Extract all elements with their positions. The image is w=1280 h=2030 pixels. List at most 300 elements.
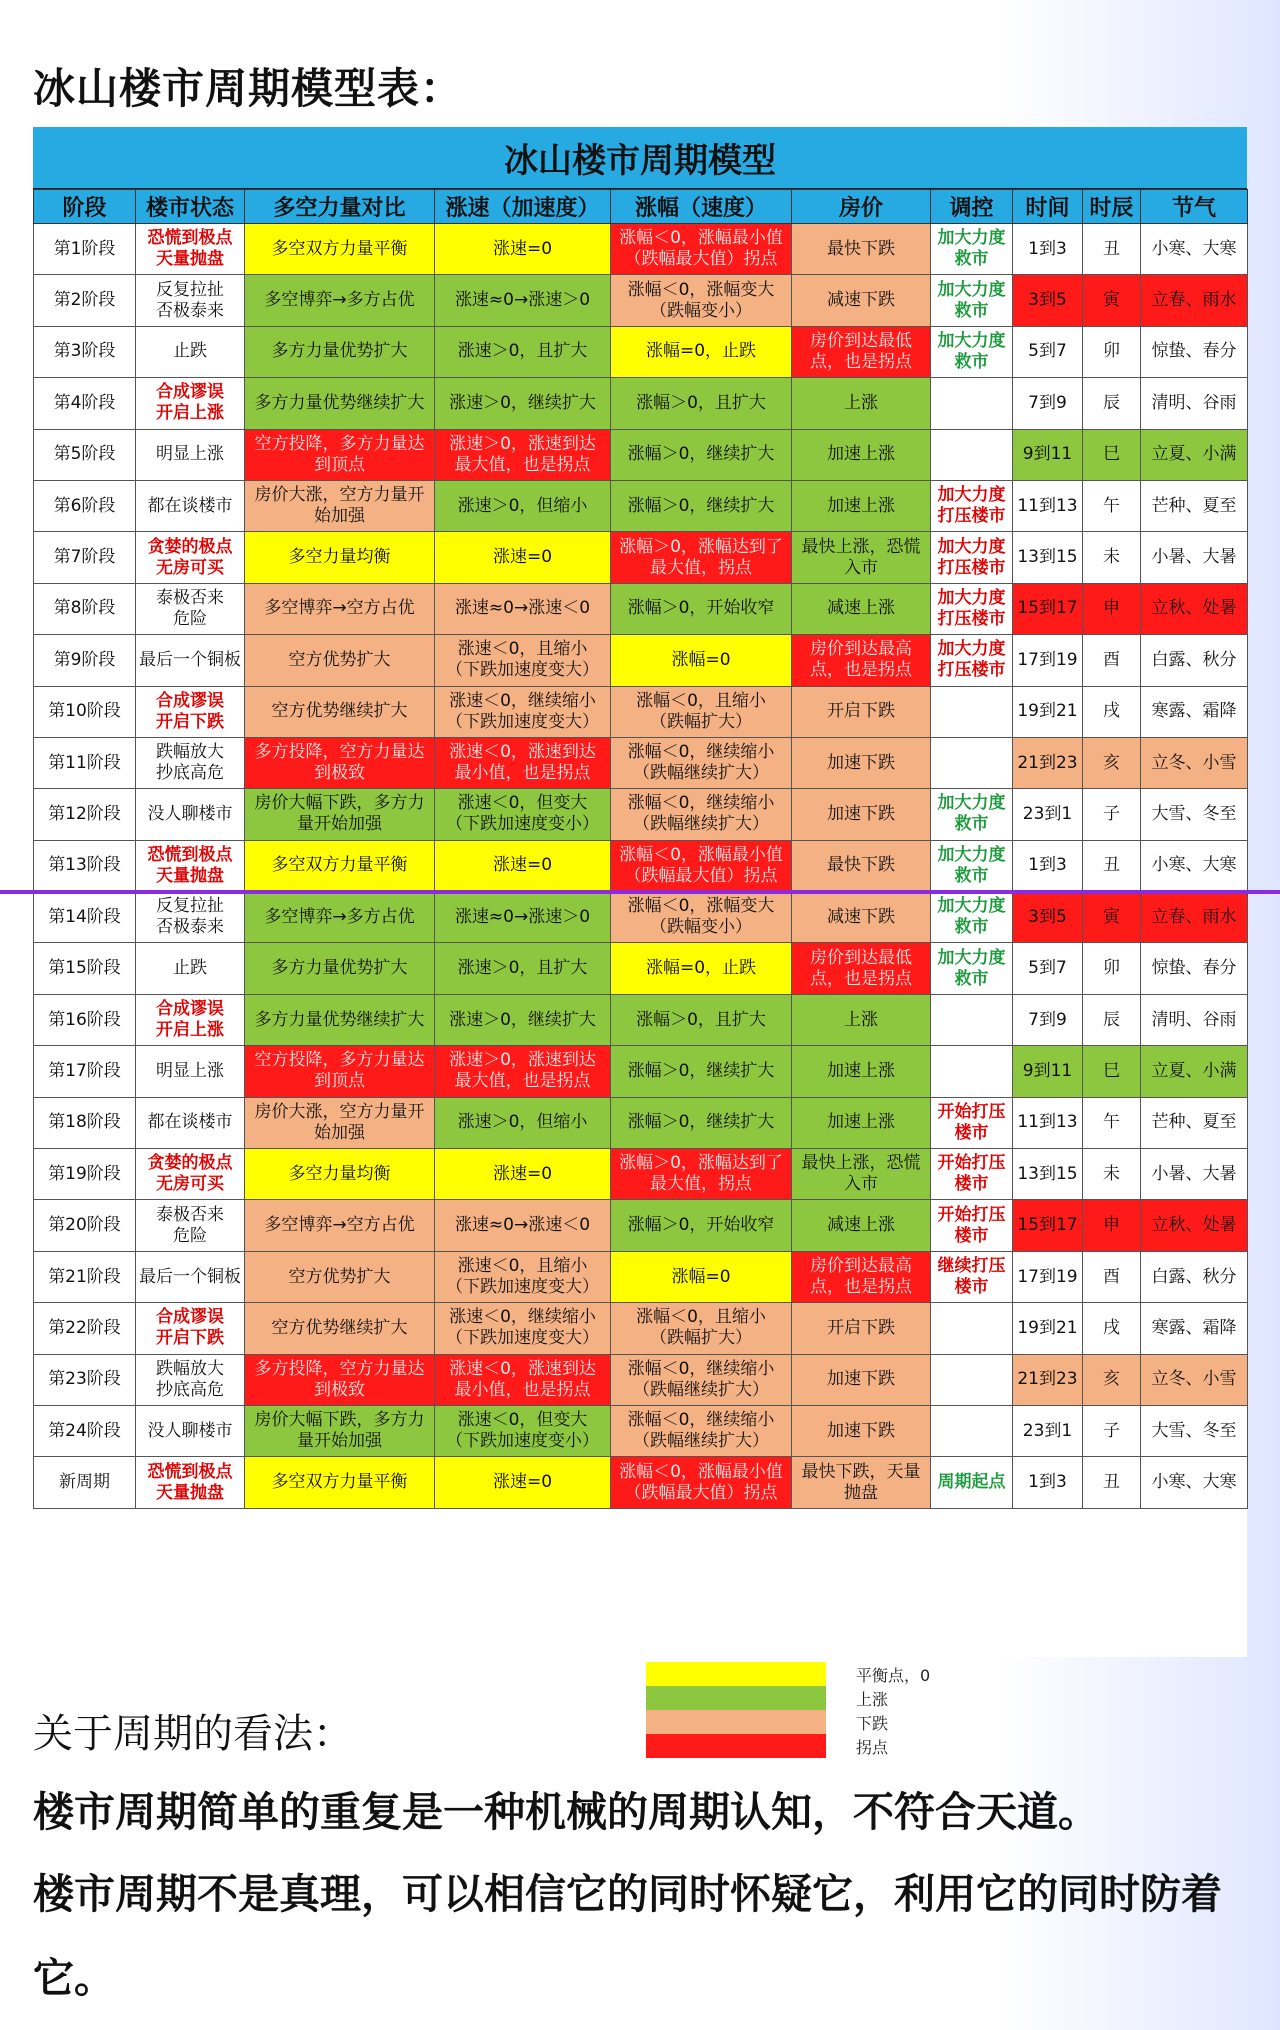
table-cell: 第14阶段 xyxy=(34,892,136,943)
table-row xyxy=(34,583,1248,634)
table-cell: 子 xyxy=(1083,1405,1141,1456)
table-cell: 立春、雨水 xyxy=(1141,892,1248,943)
table-cell: 减速上涨 xyxy=(792,1200,931,1251)
legend-swatch xyxy=(646,1686,826,1710)
table-cell: 明显上涨 xyxy=(136,429,245,480)
table-cell: 涨幅＜0，继续缩小 （跌幅继续扩大） xyxy=(611,1354,792,1405)
table-cell: 第4阶段 xyxy=(34,378,136,429)
table-cell xyxy=(931,686,1013,737)
table-row xyxy=(34,892,1248,943)
table-cell: 惊蛰、春分 xyxy=(1141,326,1248,377)
table-cell: 止跌 xyxy=(136,326,245,377)
table-cell: 涨速＜0，继续缩小 （下跌加速度变大） xyxy=(435,686,611,737)
table-cell: 没人聊楼市 xyxy=(136,1405,245,1456)
section-heading: 关于周期的看法： xyxy=(33,1711,353,1757)
table-cell: 涨速＜0，但变大 （下跌加速度变小） xyxy=(435,1405,611,1456)
column-header: 房价 xyxy=(792,190,931,224)
table-cell: 午 xyxy=(1083,1097,1141,1148)
table-cell: 巳 xyxy=(1083,429,1141,480)
legend-label: 拐点 xyxy=(856,1737,889,1757)
table-cell: 11到13 xyxy=(1013,480,1083,531)
table-cell: 跌幅放大 抄底高危 xyxy=(136,737,245,788)
table-cell: 丑 xyxy=(1083,224,1141,275)
table-cell: 酉 xyxy=(1083,1251,1141,1302)
table-cell: 空方优势扩大 xyxy=(245,1251,435,1302)
table-cell: 涨速＜0，但变大 （下跌加速度变小） xyxy=(435,789,611,840)
legend-item xyxy=(646,1710,946,1734)
table-cell: 寅 xyxy=(1083,892,1141,943)
table-cell: 立夏、小满 xyxy=(1141,429,1248,480)
table-cell: 多空双方力量平衡 xyxy=(245,840,435,891)
table-cell: 多空力量均衡 xyxy=(245,1149,435,1200)
table-cell: 午 xyxy=(1083,480,1141,531)
table-row xyxy=(34,480,1248,531)
table-cell: 加大力度 救市 xyxy=(931,224,1013,275)
table-cell: 开启下跌 xyxy=(792,1303,931,1354)
table-cell: 多方力量优势扩大 xyxy=(245,943,435,994)
table-cell: 卯 xyxy=(1083,943,1141,994)
table-cell xyxy=(931,737,1013,788)
table-cell: 5到7 xyxy=(1013,326,1083,377)
table-cell: 小暑、大暑 xyxy=(1141,532,1248,583)
table-cell: 多空双方力量平衡 xyxy=(245,1457,435,1508)
table-cell: 第5阶段 xyxy=(34,429,136,480)
table-cell: 第18阶段 xyxy=(34,1097,136,1148)
table-cell: 第10阶段 xyxy=(34,686,136,737)
table-cell: 恐慌到极点 天量抛盘 xyxy=(136,840,245,891)
table-cell: 涨幅＜0，涨幅最小值 （跌幅最大值）拐点 xyxy=(611,1457,792,1508)
table-cell: 周期起点 xyxy=(931,1457,1013,1508)
table-cell: 子 xyxy=(1083,789,1141,840)
table-row xyxy=(34,429,1248,480)
table-cell: 涨幅＞0，涨幅达到了 最大值，拐点 xyxy=(611,1149,792,1200)
table-cell: 戌 xyxy=(1083,686,1141,737)
table-cell: 跌幅放大 抄底高危 xyxy=(136,1354,245,1405)
table-cell: 7到9 xyxy=(1013,378,1083,429)
table-cell: 最快上涨，恐慌 入市 xyxy=(792,1149,931,1200)
table-cell: 涨幅=0，止跌 xyxy=(611,943,792,994)
table-cell: 第11阶段 xyxy=(34,737,136,788)
table-cell: 合成谬误 开启上涨 xyxy=(136,994,245,1045)
table-cell: 加速上涨 xyxy=(792,480,931,531)
table-row xyxy=(34,1405,1248,1456)
table-cell xyxy=(931,994,1013,1045)
table-cell: 都在谈楼市 xyxy=(136,1097,245,1148)
table-row xyxy=(34,532,1248,583)
table-cell xyxy=(931,1405,1013,1456)
table-cell: 涨速＜0，且缩小 （下跌加速度变大） xyxy=(435,1251,611,1302)
table-cell: 涨速=0 xyxy=(435,1457,611,1508)
table-cell: 13到15 xyxy=(1013,1149,1083,1200)
table-cell: 涨速＜0，继续缩小 （下跌加速度变大） xyxy=(435,1303,611,1354)
table-cell: 最快上涨，恐慌 入市 xyxy=(792,532,931,583)
column-header: 时间 xyxy=(1013,190,1083,224)
table-cell: 涨速＞0，且扩大 xyxy=(435,326,611,377)
table-cell: 19到21 xyxy=(1013,1303,1083,1354)
table-cell: 涨幅=0 xyxy=(611,1251,792,1302)
table-cell: 房价到达最低 点，也是拐点 xyxy=(792,943,931,994)
table-cell: 涨幅＜0，涨幅变大 （跌幅变小） xyxy=(611,275,792,326)
column-header: 楼市状态 xyxy=(136,190,245,224)
legend-swatch xyxy=(646,1734,826,1758)
column-header: 节气 xyxy=(1141,190,1248,224)
table-row xyxy=(34,1303,1248,1354)
table-cell: 5到7 xyxy=(1013,943,1083,994)
table-cell: 泰极否来 危险 xyxy=(136,583,245,634)
legend-item xyxy=(646,1662,946,1686)
table-cell: 涨幅＞0，开始收窄 xyxy=(611,1200,792,1251)
table-cell: 涨速＞0，涨速到达 最大值，也是拐点 xyxy=(435,429,611,480)
cycle-model-table xyxy=(33,189,1248,1509)
table-cell: 小寒、大寒 xyxy=(1141,1457,1248,1508)
table-cell: 第17阶段 xyxy=(34,1046,136,1097)
table-cell: 涨速＜0，且缩小 （下跌加速度变大） xyxy=(435,635,611,686)
table-cell: 加大力度 救市 xyxy=(931,326,1013,377)
table-cell: 21到23 xyxy=(1013,1354,1083,1405)
table-cell: 涨幅＜0，且缩小 （跌幅扩大） xyxy=(611,686,792,737)
table-cell: 涨幅＞0，继续扩大 xyxy=(611,429,792,480)
table-cell: 第2阶段 xyxy=(34,275,136,326)
table-cell: 涨速＞0，但缩小 xyxy=(435,480,611,531)
table-row xyxy=(34,737,1248,788)
table-cell: 多空双方力量平衡 xyxy=(245,224,435,275)
table-cell: 立冬、小雪 xyxy=(1141,737,1248,788)
table-cell: 辰 xyxy=(1083,378,1141,429)
table-cell: 涨速＞0，但缩小 xyxy=(435,1097,611,1148)
paragraph-2: 楼市周期不是真理，可以相信它的同时怀疑它，利用它的同时防着它。 xyxy=(33,1870,1222,2002)
table-cell: 涨速=0 xyxy=(435,840,611,891)
table-cell: 都在谈楼市 xyxy=(136,480,245,531)
table-cell: 多空博弈→空方占优 xyxy=(245,583,435,634)
table-row xyxy=(34,943,1248,994)
table-cell: 21到23 xyxy=(1013,737,1083,788)
table-cell: 泰极否来 危险 xyxy=(136,1200,245,1251)
table-cell: 加大力度 救市 xyxy=(931,892,1013,943)
table-cell: 加大力度 救市 xyxy=(931,789,1013,840)
legend-label: 平衡点，0 xyxy=(856,1665,931,1685)
table-row xyxy=(34,994,1248,1045)
table-cell: 多方力量优势扩大 xyxy=(245,326,435,377)
table-cell: 房价到达最高 点，也是拐点 xyxy=(792,635,931,686)
table-row xyxy=(34,840,1248,891)
table-cell: 17到19 xyxy=(1013,635,1083,686)
table-cell: 丑 xyxy=(1083,1457,1141,1508)
table-cell: 空方优势继续扩大 xyxy=(245,686,435,737)
table-cell: 空方优势扩大 xyxy=(245,635,435,686)
table-cell: 开始打压 楼市 xyxy=(931,1149,1013,1200)
table-row xyxy=(34,635,1248,686)
table-cell: 酉 xyxy=(1083,635,1141,686)
table-row xyxy=(34,378,1248,429)
table-cell: 卯 xyxy=(1083,326,1141,377)
table-cell: 第3阶段 xyxy=(34,326,136,377)
table-cell: 3到5 xyxy=(1013,892,1083,943)
table-row xyxy=(34,326,1248,377)
table-row xyxy=(34,1149,1248,1200)
table-cell: 第9阶段 xyxy=(34,635,136,686)
table-cell: 多方投降，空方力量达 到极致 xyxy=(245,737,435,788)
table-cell xyxy=(931,378,1013,429)
table-cell: 第8阶段 xyxy=(34,583,136,634)
table-cell: 开启下跌 xyxy=(792,686,931,737)
table-cell xyxy=(931,1303,1013,1354)
table-header-row xyxy=(34,190,1248,224)
table-cell: 加大力度 打压楼市 xyxy=(931,635,1013,686)
legend-swatch xyxy=(646,1710,826,1734)
table-cell: 合成谬误 开启下跌 xyxy=(136,686,245,737)
table-cell: 大雪、冬至 xyxy=(1141,789,1248,840)
table-row xyxy=(34,224,1248,275)
table-cell: 9到11 xyxy=(1013,429,1083,480)
table-cell: 合成谬误 开启上涨 xyxy=(136,378,245,429)
table-cell: 立夏、小满 xyxy=(1141,1046,1248,1097)
table-cell: 加速下跌 xyxy=(792,1354,931,1405)
table-row xyxy=(34,686,1248,737)
table-cell: 寅 xyxy=(1083,275,1141,326)
table-cell: 15到17 xyxy=(1013,1200,1083,1251)
table-cell: 涨幅＞0，开始收窄 xyxy=(611,583,792,634)
table-cell: 涨速＜0，涨速到达 最小值，也是拐点 xyxy=(435,1354,611,1405)
table-cell: 房价大涨，空方力量开 始加强 xyxy=(245,480,435,531)
table-cell: 申 xyxy=(1083,1200,1141,1251)
column-header: 涨幅（速度） xyxy=(611,190,792,224)
table-cell: 小寒、大寒 xyxy=(1141,840,1248,891)
table-cell: 多方力量优势继续扩大 xyxy=(245,994,435,1045)
table-cell: 最快下跌 xyxy=(792,840,931,891)
table-cell: 房价大幅下跌，多方力 量开始加强 xyxy=(245,1405,435,1456)
table-cell: 涨速≈0→涨速＜0 xyxy=(435,1200,611,1251)
table-cell: 新周期 xyxy=(34,1457,136,1508)
table-cell: 多空力量均衡 xyxy=(245,532,435,583)
table-cell: 涨幅＞0，继续扩大 xyxy=(611,1097,792,1148)
table-cell: 亥 xyxy=(1083,737,1141,788)
table-cell: 第7阶段 xyxy=(34,532,136,583)
legend-item xyxy=(646,1686,946,1710)
table-cell: 9到11 xyxy=(1013,1046,1083,1097)
table-cell: 清明、谷雨 xyxy=(1141,378,1248,429)
table-row xyxy=(34,1097,1248,1148)
table-cell: 第6阶段 xyxy=(34,480,136,531)
table-cell: 涨幅＞0，涨幅达到了 最大值，拐点 xyxy=(611,532,792,583)
table-cell: 第16阶段 xyxy=(34,994,136,1045)
table-cell: 立春、雨水 xyxy=(1141,275,1248,326)
table-cell: 空方优势继续扩大 xyxy=(245,1303,435,1354)
table-cell: 涨幅＜0，且缩小 （跌幅扩大） xyxy=(611,1303,792,1354)
table-banner: 冰山楼市周期模型 xyxy=(33,127,1247,189)
table-cell: 寒露、霜降 xyxy=(1141,686,1248,737)
table-cell: 涨幅=0，止跌 xyxy=(611,326,792,377)
table-cell: 开始打压 楼市 xyxy=(931,1200,1013,1251)
table-cell: 加速下跌 xyxy=(792,1405,931,1456)
table-cell: 第19阶段 xyxy=(34,1149,136,1200)
table-cell: 涨速≈0→涨速＞0 xyxy=(435,892,611,943)
table-cell: 加速上涨 xyxy=(792,1046,931,1097)
table-cell: 未 xyxy=(1083,532,1141,583)
column-header: 阶段 xyxy=(34,190,136,224)
table-cell: 3到5 xyxy=(1013,275,1083,326)
table-cell: 加速下跌 xyxy=(792,789,931,840)
table-cell: 第12阶段 xyxy=(34,789,136,840)
table-cell: 白露、秋分 xyxy=(1141,635,1248,686)
table-cell: 贪婪的极点 无房可买 xyxy=(136,1149,245,1200)
horizontal-divider-line xyxy=(0,890,1280,894)
table-cell: 房价大幅下跌，多方力 量开始加强 xyxy=(245,789,435,840)
table-cell: 涨速＞0，且扩大 xyxy=(435,943,611,994)
table-cell xyxy=(931,1046,1013,1097)
table-row xyxy=(34,1200,1248,1251)
table-cell: 辰 xyxy=(1083,994,1141,1045)
table-cell: 第22阶段 xyxy=(34,1303,136,1354)
table-cell: 加大力度 打压楼市 xyxy=(931,583,1013,634)
table-cell: 清明、谷雨 xyxy=(1141,994,1248,1045)
table-body xyxy=(34,224,1248,1509)
table-cell: 寒露、霜降 xyxy=(1141,1303,1248,1354)
table-cell: 第1阶段 xyxy=(34,224,136,275)
table-cell: 空方投降，多方力量达 到顶点 xyxy=(245,1046,435,1097)
table-cell: 明显上涨 xyxy=(136,1046,245,1097)
table-cell: 合成谬误 开启下跌 xyxy=(136,1303,245,1354)
table-cell: 止跌 xyxy=(136,943,245,994)
table-cell: 芒种、夏至 xyxy=(1141,1097,1248,1148)
table-cell: 白露、秋分 xyxy=(1141,1251,1248,1302)
table-cell: 开始打压 楼市 xyxy=(931,1097,1013,1148)
table-cell: 丑 xyxy=(1083,840,1141,891)
table-cell: 涨幅＞0，继续扩大 xyxy=(611,1046,792,1097)
table-cell: 1到3 xyxy=(1013,1457,1083,1508)
table-cell: 贪婪的极点 无房可买 xyxy=(136,532,245,583)
table-cell: 房价到达最低 点，也是拐点 xyxy=(792,326,931,377)
table-cell: 19到21 xyxy=(1013,686,1083,737)
table-cell: 涨幅＜0，继续缩小 （跌幅继续扩大） xyxy=(611,737,792,788)
table-cell: 11到13 xyxy=(1013,1097,1083,1148)
table-cell: 涨幅＜0，继续缩小 （跌幅继续扩大） xyxy=(611,1405,792,1456)
table-cell: 反复拉扯 否极泰来 xyxy=(136,892,245,943)
table-cell: 涨幅＜0，涨幅最小值 （跌幅最大值）拐点 xyxy=(611,224,792,275)
table-cell: 涨速＞0，继续扩大 xyxy=(435,994,611,1045)
table-cell: 15到17 xyxy=(1013,583,1083,634)
table-cell: 反复拉扯 否极泰来 xyxy=(136,275,245,326)
table-cell: 第21阶段 xyxy=(34,1251,136,1302)
table-cell: 恐慌到极点 天量抛盘 xyxy=(136,1457,245,1508)
table-cell: 第24阶段 xyxy=(34,1405,136,1456)
table-cell: 涨幅＜0，继续缩小 （跌幅继续扩大） xyxy=(611,789,792,840)
table-cell: 涨速=0 xyxy=(435,1149,611,1200)
table-cell: 第13阶段 xyxy=(34,840,136,891)
table-cell xyxy=(931,1354,1013,1405)
column-header: 多空力量对比 xyxy=(245,190,435,224)
table-cell: 多空博弈→多方占优 xyxy=(245,892,435,943)
table-cell: 1到3 xyxy=(1013,224,1083,275)
page-title: 冰山楼市周期模型表： xyxy=(33,64,464,113)
table-cell: 涨幅＞0，且扩大 xyxy=(611,378,792,429)
table-cell: 未 xyxy=(1083,1149,1141,1200)
table-cell: 涨幅＜0，涨幅变大 （跌幅变小） xyxy=(611,892,792,943)
table-cell xyxy=(931,429,1013,480)
table-cell: 13到15 xyxy=(1013,532,1083,583)
table-cell: 涨速≈0→涨速＜0 xyxy=(435,583,611,634)
table-cell: 小寒、大寒 xyxy=(1141,224,1248,275)
table-cell: 涨幅＜0，涨幅最小值 （跌幅最大值）拐点 xyxy=(611,840,792,891)
table-cell: 申 xyxy=(1083,583,1141,634)
table-row xyxy=(34,1046,1248,1097)
table-cell: 涨幅＞0，且扩大 xyxy=(611,994,792,1045)
table-cell: 立秋、处暑 xyxy=(1141,583,1248,634)
table-cell: 涨幅=0 xyxy=(611,635,792,686)
table-cell: 房价到达最高 点，也是拐点 xyxy=(792,1251,931,1302)
table-row xyxy=(34,1354,1248,1405)
table-cell: 加大力度 打压楼市 xyxy=(931,480,1013,531)
table-cell: 第15阶段 xyxy=(34,943,136,994)
table-cell: 最快下跌 xyxy=(792,224,931,275)
table-row xyxy=(34,789,1248,840)
table-cell: 1到3 xyxy=(1013,840,1083,891)
table-cell: 加大力度 打压楼市 xyxy=(931,532,1013,583)
paragraph-1: 楼市周期简单的重复是一种机械的周期认知，不符合天道。 xyxy=(33,1788,1099,1836)
table-cell: 多空博弈→空方占优 xyxy=(245,1200,435,1251)
table-cell: 加大力度 救市 xyxy=(931,840,1013,891)
legend-label: 上涨 xyxy=(856,1689,889,1709)
table-cell: 多方力量优势继续扩大 xyxy=(245,378,435,429)
table-cell: 17到19 xyxy=(1013,1251,1083,1302)
table-cell: 加大力度 救市 xyxy=(931,943,1013,994)
table-cell: 没人聊楼市 xyxy=(136,789,245,840)
table-cell: 加速上涨 xyxy=(792,1097,931,1148)
table-cell: 戌 xyxy=(1083,1303,1141,1354)
table-cell: 多空博弈→多方占优 xyxy=(245,275,435,326)
table-cell: 最后一个铜板 xyxy=(136,635,245,686)
table-cell: 加速上涨 xyxy=(792,429,931,480)
table-cell: 上涨 xyxy=(792,994,931,1045)
column-header: 调控 xyxy=(931,190,1013,224)
table-cell: 最后一个铜板 xyxy=(136,1251,245,1302)
table-cell: 恐慌到极点 天量抛盘 xyxy=(136,224,245,275)
table-cell: 23到1 xyxy=(1013,789,1083,840)
table-cell: 继续打压 楼市 xyxy=(931,1251,1013,1302)
table-cell: 涨速＞0，涨速到达 最大值，也是拐点 xyxy=(435,1046,611,1097)
table-cell: 涨速＜0，涨速到达 最小值，也是拐点 xyxy=(435,737,611,788)
table-cell: 空方投降，多方力量达 到顶点 xyxy=(245,429,435,480)
table-cell: 涨速=0 xyxy=(435,224,611,275)
table-cell: 减速上涨 xyxy=(792,583,931,634)
table-cell: 多方投降，空方力量达 到极致 xyxy=(245,1354,435,1405)
legend-swatch xyxy=(646,1662,826,1686)
column-header: 时辰 xyxy=(1083,190,1141,224)
table-cell: 惊蛰、春分 xyxy=(1141,943,1248,994)
table-cell: 7到9 xyxy=(1013,994,1083,1045)
table-cell: 涨速＞0，继续扩大 xyxy=(435,378,611,429)
column-header: 涨速（加速度） xyxy=(435,190,611,224)
table-cell: 涨速≈0→涨速＞0 xyxy=(435,275,611,326)
table-cell: 巳 xyxy=(1083,1046,1141,1097)
table-cell: 涨速=0 xyxy=(435,532,611,583)
table-cell: 第20阶段 xyxy=(34,1200,136,1251)
table-row xyxy=(34,1457,1248,1508)
table-cell: 加速下跌 xyxy=(792,737,931,788)
table-cell: 房价大涨，空方力量开 始加强 xyxy=(245,1097,435,1148)
table-cell: 立冬、小雪 xyxy=(1141,1354,1248,1405)
legend-item xyxy=(646,1734,946,1758)
table-cell: 小暑、大暑 xyxy=(1141,1149,1248,1200)
table-row xyxy=(34,1251,1248,1302)
table-cell: 涨幅＞0，继续扩大 xyxy=(611,480,792,531)
table-cell: 23到1 xyxy=(1013,1405,1083,1456)
table-cell: 最快下跌，天量 抛盘 xyxy=(792,1457,931,1508)
table-cell: 立秋、处暑 xyxy=(1141,1200,1248,1251)
table-cell: 第23阶段 xyxy=(34,1354,136,1405)
table-row xyxy=(34,275,1248,326)
table-cell: 大雪、冬至 xyxy=(1141,1405,1248,1456)
table-cell: 上涨 xyxy=(792,378,931,429)
